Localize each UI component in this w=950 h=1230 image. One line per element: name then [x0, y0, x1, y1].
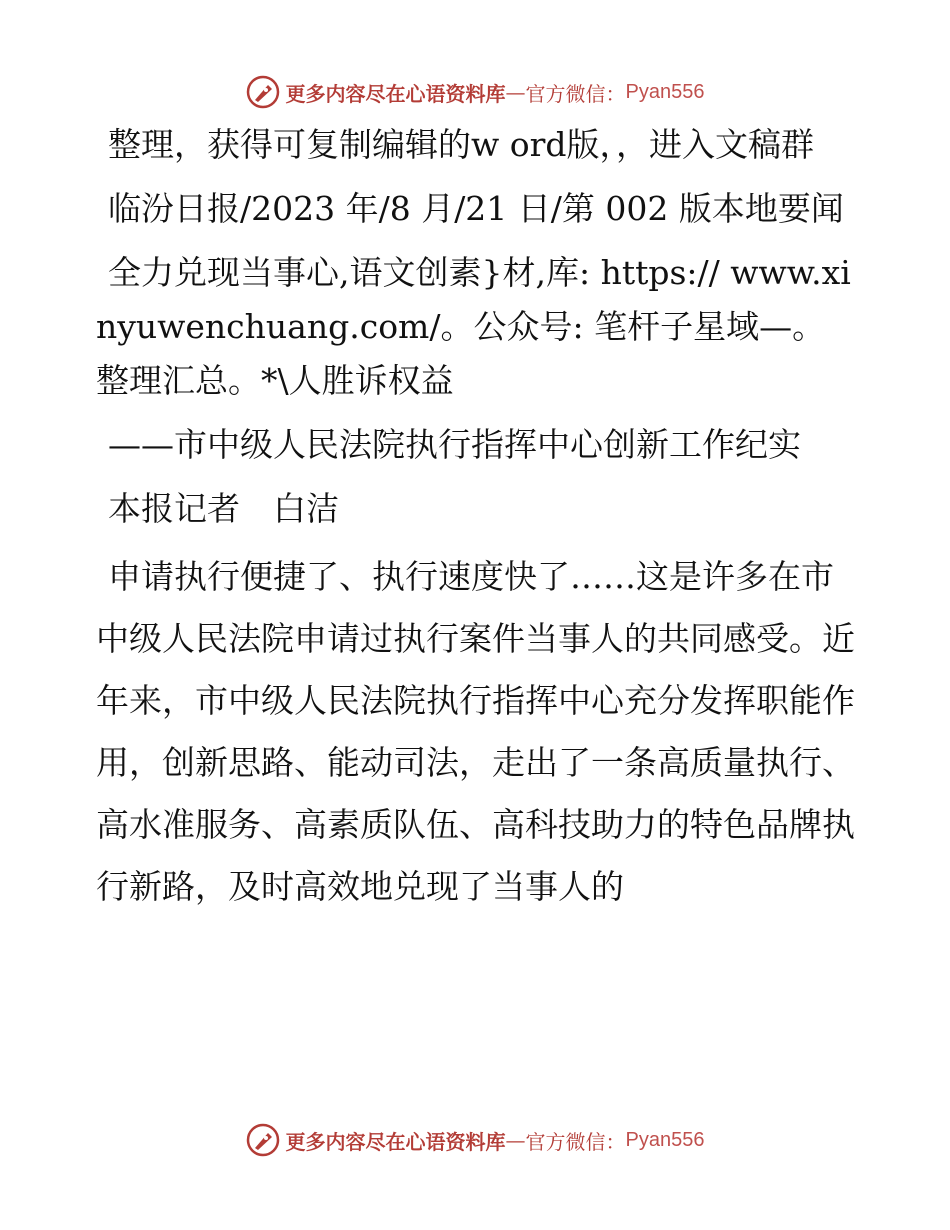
header-banner [0, 72, 950, 112]
title-line: 全力兑现当事心,语文创素}材,库: https:// www.xinyuwenchuang.com/。公众号: 笔杆子星域—。整理汇总。*\人胜诉权益 [96, 253, 851, 400]
pen-nib-logo-icon [246, 75, 280, 109]
source-line: 临汾日报/2023 年/8 月/21 日/第 002 版本地要闻 [108, 189, 844, 228]
intro-line: 整理，获得可复制编辑的w ord版，，进入文稿群 [108, 125, 815, 164]
byline: 本报记者 白洁 [108, 489, 339, 528]
document-body [96, 118, 856, 928]
banner-wechat-id: Pyan556 [625, 80, 705, 103]
banner-slogan: 更多内容尽在心语资料库 [285, 1129, 506, 1154]
footer-banner [0, 1120, 950, 1160]
banner-wechat-label: 官方微信： [525, 1129, 626, 1154]
banner-slogan: 更多内容尽在心语资料库 [285, 81, 506, 106]
banner-separator: — [505, 1128, 526, 1152]
banner-separator: — [505, 80, 526, 104]
subtitle: ——市中级人民法院执行指挥中心创新工作纪实 [108, 425, 801, 464]
pen-nib-logo-icon [246, 1123, 280, 1157]
banner-wechat-id: Pyan556 [625, 1128, 705, 1151]
body-paragraph: 申请执行便捷了、执行速度快了……这是许多在市中级人民法院申请过执行案件当事人的共同感受。近年来，市中级人民法院执行指挥中心充分发挥职能作用，创新思路、能动司法，走出了一条高质量执行、高水准服务、高素质队伍、高科技助力的特色品牌执行新路，及时高效地兑现了当事人的 [96, 557, 855, 906]
banner-wechat-label: 官方微信： [525, 81, 626, 106]
